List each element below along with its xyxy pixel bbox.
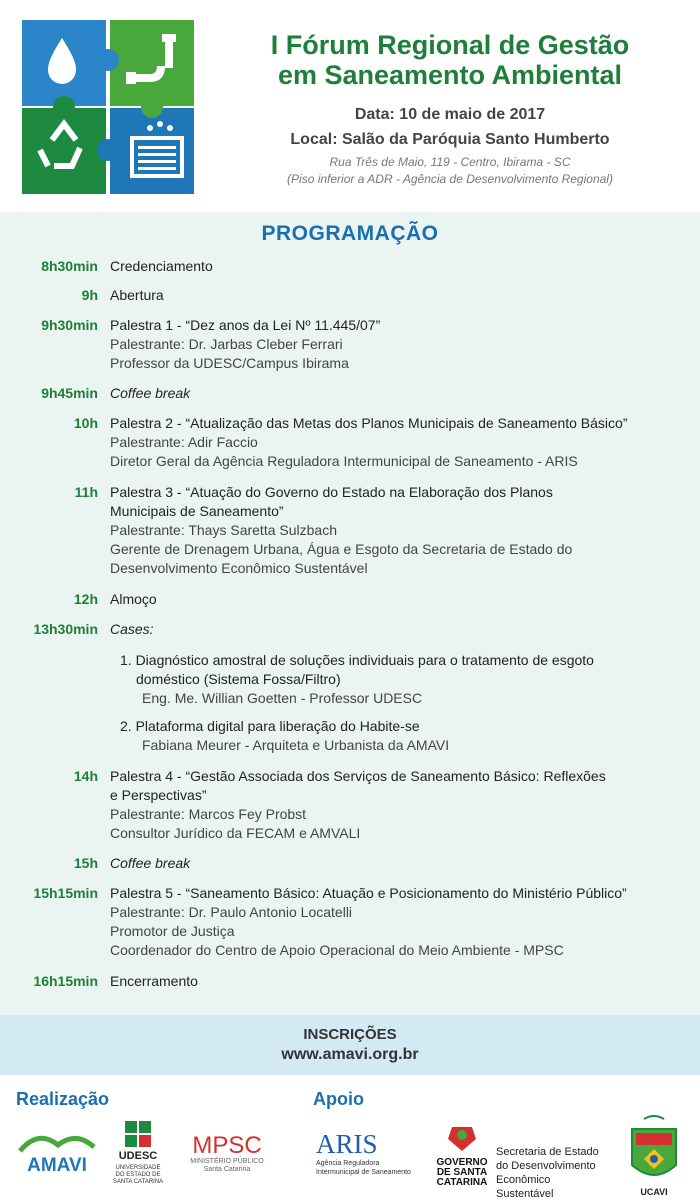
svg-text:Intermunicipal de Saneamento: Intermunicipal de Saneamento [316, 1169, 411, 1176]
program-time: 12h [73, 591, 98, 607]
udesc-logo-icon [110, 1119, 176, 1189]
program-time: 14h [73, 768, 98, 784]
event-address: Rua Três de Maio, 119 - Centro, Ibirama - SC [329, 155, 571, 169]
puzzle-logo-icon [22, 20, 194, 194]
svg-text:Agência Reguladora: Agência Reguladora [316, 1160, 380, 1167]
svg-text:UCAVI: UCAVI [640, 1187, 668, 1197]
program-time: 11h [74, 484, 98, 500]
program-time: 9h30min [41, 317, 98, 333]
program-section [0, 212, 700, 1015]
governo-sc-logo-icon [432, 1125, 494, 1189]
svg-text:DE SANTA: DE SANTA [436, 1167, 488, 1178]
program-time: 8h30min [41, 258, 98, 274]
program-text: Coffee break [110, 855, 191, 871]
mpsc-logo-icon [183, 1129, 271, 1173]
svg-text:SANTA CATARINA: SANTA CATARINA [112, 1179, 164, 1185]
program-text: Municipais de Saneamento” [110, 503, 284, 519]
svg-text:CATARINA: CATARINA [436, 1177, 488, 1188]
program-speaker-role: Coordenador do Centro de Apoio Operacional do Meio Ambiente - MPSC [110, 942, 564, 958]
program-text: Almoço [110, 591, 157, 607]
program-text: Palestra 2 - “Atualização das Metas dos Planos Municipais de Saneamento Básico” [110, 415, 628, 431]
secretaria-line: Secretaria de Estado [496, 1146, 599, 1158]
program-text: Cases: [110, 621, 154, 637]
program-time: 10h [73, 415, 98, 431]
program-speaker: Palestrante: Adir Faccio [110, 434, 258, 450]
program-time: 15h [73, 855, 98, 871]
secretaria-text [496, 1145, 606, 1200]
case-speaker: Fabiana Meurer - Arquiteta e Urbanista da AMAVI [142, 737, 450, 753]
program-time: 9h45min [41, 385, 98, 401]
footer [0, 1075, 700, 1200]
case-speaker: Eng. Me. Willian Goetten - Professor UDESC [142, 690, 423, 706]
secretaria-line: do Desenvolvimento [496, 1160, 596, 1172]
program-speaker: Palestrante: Marcos Fey Probst [110, 806, 307, 822]
case-item [120, 717, 686, 755]
svg-text:MPSC: MPSC [192, 1132, 262, 1159]
svg-text:AMAVI: AMAVI [27, 1155, 87, 1175]
svg-text:Santa Catarina: Santa Catarina [203, 1166, 251, 1173]
program-speaker: Palestrante: Dr. Jarbas Cleber Ferrari [110, 336, 343, 352]
program-text: Coffee break [110, 385, 191, 401]
svg-text:UDESC: UDESC [118, 1150, 158, 1162]
secretaria-line: Econômico Sustentável [496, 1174, 554, 1200]
svg-text:MINISTÉRIO PÚBLICO: MINISTÉRIO PÚBLICO [190, 1158, 264, 1165]
svg-text:GOVERNO: GOVERNO [436, 1157, 488, 1168]
event-date: Data: 10 de maio de 2017 [354, 106, 546, 123]
registration-link[interactable]: www.amavi.org.br [281, 1046, 419, 1063]
program-time: 13h30min [33, 621, 98, 637]
amavi-logo-icon [16, 1125, 98, 1175]
program-text: Palestra 4 - “Gestão Associada dos Serviços de Saneamento Básico: Reflexões [110, 768, 606, 784]
program-text: Credenciamento [110, 258, 213, 274]
realizacao-label: Realização [16, 1089, 110, 1109]
program-speaker: Palestrante: Thays Saretta Sulzbach [110, 522, 337, 538]
case-item [120, 651, 686, 708]
program-speaker-role: Desenvolvimento Econômico Sustentável [110, 560, 368, 576]
program-time: 16h15min [33, 973, 98, 989]
apoio-label: Apoio [313, 1089, 364, 1109]
program-text: Palestra 3 - “Atuação do Governo do Estado na Elaboração dos Planos [110, 484, 553, 500]
program-text: Abertura [110, 287, 164, 303]
program-text: Palestra 1 - “Dez anos da Lei Nº 11.445/07” [110, 317, 381, 333]
case-title: 1. Diagnóstico amostral de soluções individuais para o tratamento de esgoto [120, 652, 594, 668]
program-speaker-role: Professor da UDESC/Campus Ibirama [110, 355, 349, 371]
event-title: I Fórum Regional de Gestão em Saneamento Ambiental [270, 30, 630, 90]
event-location: Local: Salão da Paróquia Santo Humberto [290, 131, 610, 148]
program-time: 15h15min [33, 885, 98, 901]
program-speaker: Palestrante: Dr. Paulo Antonio Locatelli [110, 904, 353, 920]
ucavi-logo-icon [626, 1115, 682, 1197]
case-title: doméstico (Sistema Fossa/Filtro) [136, 671, 341, 687]
registration-banner [0, 1015, 700, 1075]
svg-text:DO ESTADO DE: DO ESTADO DE [115, 1172, 161, 1178]
program-speaker-role: Consultor Jurídico da FECAM e AMVALI [110, 825, 361, 841]
header [0, 0, 700, 212]
program-text: Palestra 5 - “Saneamento Básico: Atuação e Posicionamento do Ministério Público” [110, 885, 627, 901]
svg-text:ARIS: ARIS [316, 1129, 378, 1159]
registration-label: INSCRIÇÕES [303, 1026, 397, 1043]
program-time: 9h [81, 287, 98, 303]
aris-logo-icon [312, 1127, 418, 1181]
svg-text:UNIVERSIDADE: UNIVERSIDADE [115, 1165, 161, 1171]
case-title: 2. Plataforma digital para liberação do Habite-se [120, 718, 420, 734]
program-text: e Perspectivas” [110, 787, 207, 803]
program-speaker-role: Gerente de Drenagem Urbana, Água e Esgoto da Secretaria de Estado do [110, 541, 573, 557]
program-speaker-role: Diretor Geral da Agência Reguladora Intermunicipal de Saneamento - ARIS [110, 453, 578, 469]
program-speaker-role: Promotor de Justiça [110, 923, 235, 939]
event-address-note: (Piso inferior a ADR - Agência de Desenvolvimento Regional) [287, 172, 613, 186]
program-text: Encerramento [110, 973, 198, 989]
program-title: PROGRAMAÇÃO [261, 222, 439, 245]
